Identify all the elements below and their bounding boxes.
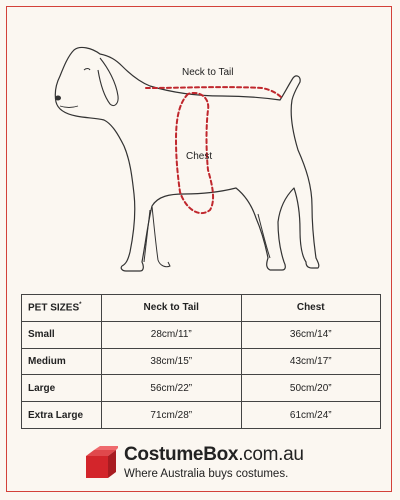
dog-back-leg-inner: [258, 214, 270, 258]
table-row: [22, 348, 381, 375]
chest-value: 43cm/17”: [241, 348, 381, 375]
chest-value: 50cm/20”: [241, 375, 381, 402]
size-name: Small: [22, 321, 102, 348]
costume-box-icon: [84, 446, 118, 480]
header-neck-to-tail: Neck to Tail: [102, 295, 242, 322]
size-name: Large: [22, 375, 102, 402]
chest-label: Chest: [186, 151, 213, 162]
header-footnote-mark: *: [79, 302, 82, 309]
chest-value: 61cm/24”: [241, 402, 381, 429]
dog-front-leg-inner: [144, 210, 150, 262]
brand-domain: .com.au: [238, 444, 304, 465]
dog-paw-front-2: [152, 206, 170, 267]
brand-name: CostumeBox.com.au: [124, 444, 304, 465]
neck-to-tail-value: 38cm/15”: [102, 348, 242, 375]
table-row: [22, 375, 381, 402]
neck-to-tail-value: 56cm/22”: [102, 375, 242, 402]
dog-mouth: [60, 106, 78, 108]
header-pet-sizes: PET SIZES*: [22, 295, 102, 322]
size-name: Medium: [22, 348, 102, 375]
neck-to-tail-value: 71cm/28”: [102, 402, 242, 429]
table-header-row: [22, 295, 381, 322]
brand-logo: [84, 444, 324, 484]
dog-eye: [84, 69, 90, 71]
table-row: [22, 402, 381, 429]
size-chart-table: [21, 294, 381, 429]
table-row: [22, 321, 381, 348]
header-chest: Chest: [241, 295, 381, 322]
size-name: Extra Large: [22, 402, 102, 429]
dog-nose: [55, 96, 61, 101]
neck-to-tail-label: Neck to Tail: [182, 67, 234, 78]
brand-tagline: Where Australia buys costumes.: [124, 468, 289, 480]
dog-ear: [98, 58, 118, 106]
neck-to-tail-value: 28cm/11”: [102, 321, 242, 348]
chest-value: 36cm/14”: [241, 321, 381, 348]
